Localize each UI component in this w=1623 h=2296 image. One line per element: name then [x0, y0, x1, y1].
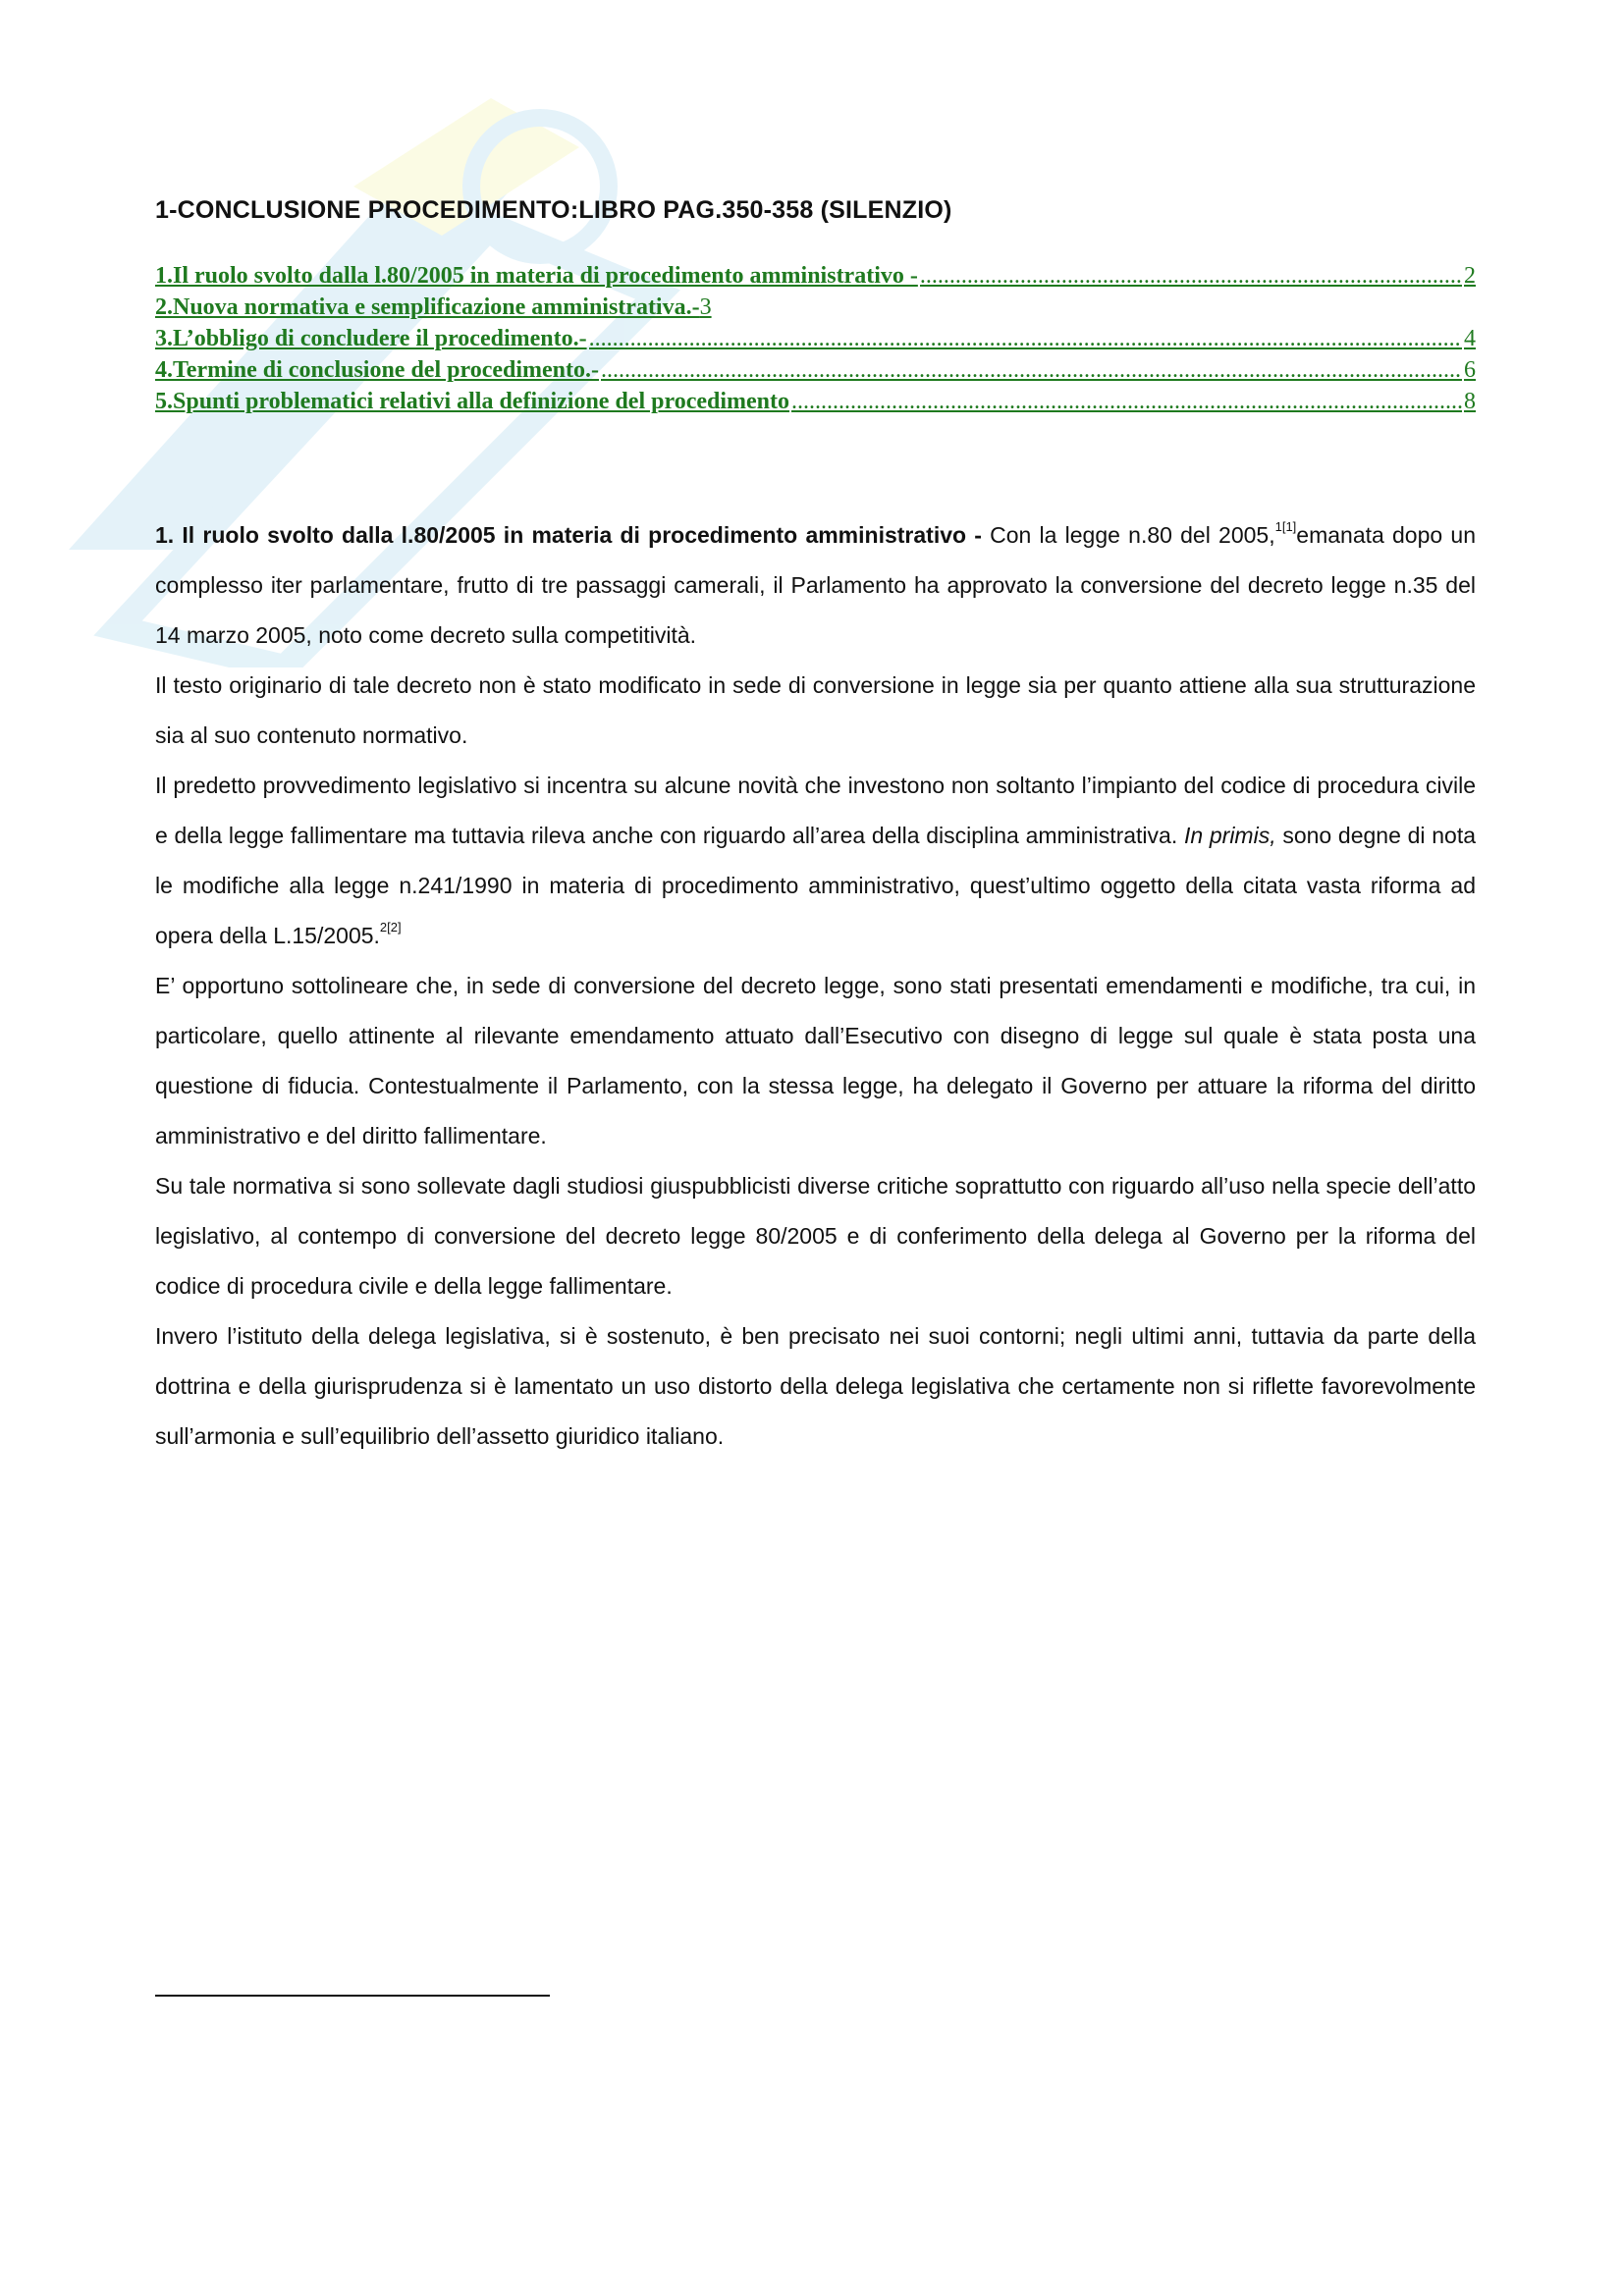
- toc-entry-text[interactable]: 1.Il ruolo svolto dalla l.80/2005 in materia di procedimento amministrativo -: [155, 263, 918, 289]
- toc-entry[interactable]: [155, 294, 1476, 326]
- toc-entry-text[interactable]: 5.Spunti problematici relativi alla definizione del procedimento: [155, 389, 789, 414]
- toc-entry[interactable]: [155, 389, 1476, 420]
- paragraph-text: Il predetto provvedimento legislativo si incentra su alcune novità che investono non soltanto l’impianto del codice di procedura civile e della legge fallimentare ma tuttavia rileva anche con riguardo all’area della disciplina amministrativa.: [155, 773, 1476, 848]
- footnote-ref[interactable]: 1[1]: [1274, 519, 1297, 534]
- paragraph-text: emanata dopo un complesso iter parlamentare, frutto di tre passaggi camerali, il Parlamento ha approvato la conversione del decreto legge n.35 del 14 marzo 2005, noto come decreto sulla competitività.: [155, 522, 1476, 648]
- toc-entry-text[interactable]: 4.Termine di conclusione del procedimento.-: [155, 357, 599, 383]
- section-heading: 1. Il ruolo svolto dalla l.80/2005 in materia di procedimento amministrativo -: [155, 522, 982, 548]
- paragraph-text: Con la legge n.80 del 2005,: [981, 522, 1275, 548]
- toc-entry-text[interactable]: 3.L’obbligo di concludere il procedimento.-: [155, 326, 587, 351]
- toc-entry-page[interactable]: 8: [1464, 389, 1476, 414]
- paragraph: Il testo originario di tale decreto non è stato modificato in sede di conversione in legge sia per quanto attiene alla sua strutturazione sia al suo contenuto normativo.: [155, 672, 1476, 748]
- toc-leader-dots: [601, 357, 1462, 384]
- toc-entry-page[interactable]: 6: [1464, 357, 1476, 383]
- toc-leader-dots: [589, 326, 1462, 352]
- toc-entry-text[interactable]: 2.Nuova normativa e semplificazione amministrativa.-: [155, 294, 700, 320]
- paragraph: E’ opportuno sottolineare che, in sede di conversione del decreto legge, sono stati presentati emendamenti e modifiche, tra cui, in particolare, quello attinente al rilevante emendamento attuato dall’Esecutivo con disegno di legge sul quale è stata posta una questione di fiducia. Contestualmente il Parlamento, con la stessa legge, ha delegato il Governo per attuare la riforma del diritto amministrativo e del diritto fallimentare.: [155, 973, 1476, 1148]
- paragraph: [155, 761, 1476, 961]
- toc-entry-page[interactable]: 4: [1464, 326, 1476, 351]
- footnote-separator: [155, 1995, 550, 1997]
- toc-entry[interactable]: [155, 326, 1476, 357]
- italic-text: In primis,: [1183, 823, 1276, 848]
- section-1-body: [155, 510, 1476, 1462]
- toc-leader-dots: [791, 389, 1462, 415]
- paragraph: Invero l’istituto della delega legislativa, si è sostenuto, è ben precisato nei suoi contorni; negli ultimi anni, tuttavia da parte della dottrina e della giurisprudenza si è lamentato un uso distorto della delega legislativa che certamente non si riflette favorevolmente sull’armonia e sull’equilibrio dell’assetto giuridico italiano.: [155, 1323, 1476, 1449]
- paragraph-text: sono degne di nota le modifiche alla legge n.241/1990 in materia di procedimento amministrativo, quest’ultimo oggetto della citata vasta riforma ad opera della L.15/2005.: [155, 823, 1477, 948]
- table-of-contents: [155, 263, 1476, 420]
- footnote-ref[interactable]: 2[2]: [379, 920, 402, 934]
- toc-entry-page[interactable]: 2: [1464, 263, 1476, 289]
- toc-entry-page[interactable]: 3: [699, 294, 712, 320]
- toc-entry[interactable]: [155, 357, 1476, 389]
- document-title: 1-CONCLUSIONE PROCEDIMENTO:LIBRO PAG.350-358 (SILENZIO): [155, 196, 952, 224]
- toc-entry[interactable]: [155, 263, 1476, 294]
- paragraph: Su tale normativa si sono sollevate dagli studiosi giuspubblicisti diverse critiche soprattutto con riguardo all’uso nella specie dell’atto legislativo, al contempo di conversione del decreto legge 80/2005 e di conferimento della delega al Governo per la riforma del codice di procedura civile e della legge fallimentare.: [155, 1173, 1476, 1299]
- toc-leader-dots: [920, 263, 1462, 290]
- paragraph: [155, 510, 1476, 661]
